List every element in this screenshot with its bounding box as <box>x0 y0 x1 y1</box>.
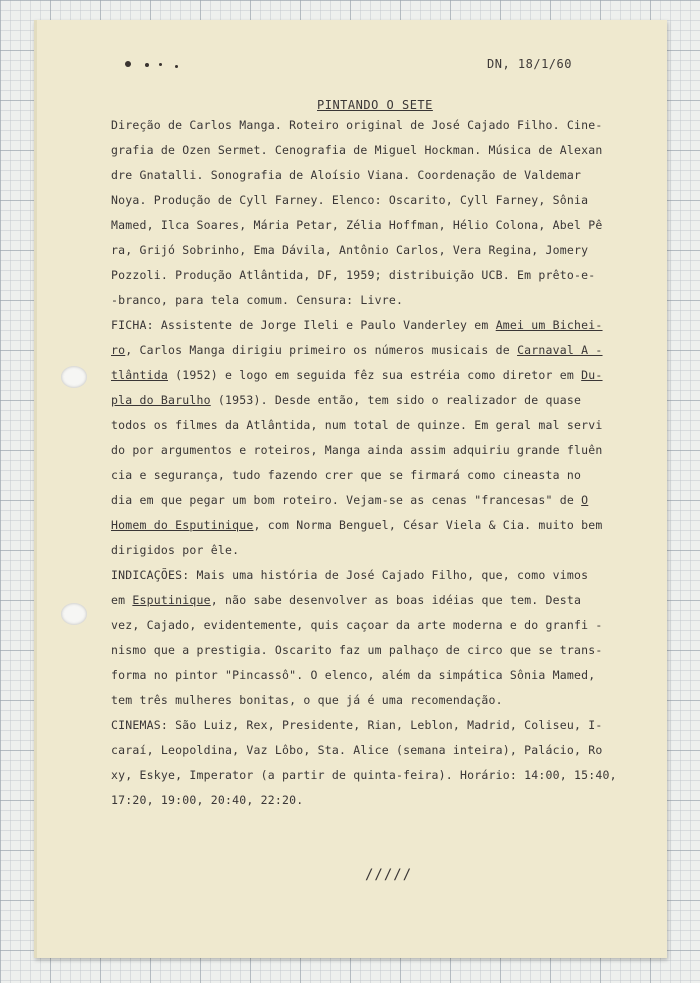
film-title: O <box>581 493 589 507</box>
document-date: DN, 18/1/60 <box>487 57 572 71</box>
text-line <box>111 293 403 307</box>
punch-hole-bottom <box>61 603 87 625</box>
text-segment: dia em que pegar um bom roteiro. Vejam-se as cenas "francesas" de <box>111 493 582 507</box>
text-line <box>111 368 603 382</box>
text-line <box>111 468 581 482</box>
text-line <box>111 768 617 782</box>
text-segment: cia e segurança, tudo fazendo crer que se firmará como cineasta no <box>111 468 582 482</box>
text-line <box>111 218 603 232</box>
text-segment: Mamed, Ilca Soares, Mária Petar, Zélia Hoffman, Hélio Colona, Abel Pê <box>111 218 603 232</box>
text-line <box>111 693 503 707</box>
text-segment: forma no pintor "Pincassô". O elenco, além da simpática Sônia Mamed, <box>111 668 596 682</box>
film-title: pla do Barulho <box>111 393 211 407</box>
film-title: tlântida <box>111 368 168 382</box>
text-line <box>111 418 603 432</box>
text-segment: tem três mulheres bonitas, o que já é uma recomendação. <box>111 693 503 707</box>
text-line <box>111 568 588 582</box>
document-title: PINTANDO O SETE <box>317 98 433 112</box>
text-segment: Direção de Carlos Manga. Roteiro original de José Cajado Filho. Cine- <box>111 118 603 132</box>
text-line <box>111 743 603 757</box>
text-line <box>111 718 603 732</box>
text-line <box>111 668 595 682</box>
text-segment: ra, Grijó Sobrinho, Ema Dávila, Antônio Carlos, Vera Regina, Jomery <box>111 243 589 257</box>
text-segment: (1953). Desde então, tem sido o realizador de quase <box>210 393 582 407</box>
text-line <box>111 318 603 332</box>
film-title: Homem do Esputinique <box>111 518 254 532</box>
end-separator: ///// <box>365 867 413 883</box>
text-segment: , Carlos Manga dirigiu primeiro os números musicais de <box>125 343 518 357</box>
text-line <box>111 193 588 207</box>
film-title: Carnaval A - <box>517 343 603 357</box>
text-segment: dirigidos por êle. <box>111 543 240 557</box>
text-segment: Noya. Produção de Cyll Farney. Elenco: Oscarito, Cyll Farney, Sônia <box>111 193 589 207</box>
text-line <box>111 268 595 282</box>
text-segment: nismo que a prestigia. Oscarito faz um palhaço de circo que se trans- <box>111 643 603 657</box>
text-line <box>111 443 603 457</box>
text-segment: Pozzoli. Produção Atlântida, DF, 1959; distribuição UCB. Em prêto-e- <box>111 268 596 282</box>
text-line <box>111 618 603 632</box>
text-segment: xy, Eskye, Imperator (a partir de quinta-feira). Horário: 14:00, 15:40, <box>111 768 617 782</box>
punch-hole-top <box>61 366 87 388</box>
text-line <box>111 643 603 657</box>
text-segment: 17:20, 19:00, 20:40, 22:20. <box>111 793 304 807</box>
text-segment: , com Norma Benguel, César Viela & Cia. muito bem <box>253 518 603 532</box>
film-title: Amei um Bichei- <box>495 318 603 332</box>
text-segment: todos os filmes da Atlântida, num total de quinze. Em geral mal servi <box>111 418 603 432</box>
text-segment: dre Gnatalli. Sonografia de Aloísio Viana. Coordenação de Valdemar <box>111 168 582 182</box>
typewritten-sheet <box>34 20 667 958</box>
text-segment: do por argumentos e roteiros, Manga ainda assim adquiriu grande fluên <box>111 443 603 457</box>
text-line <box>111 793 303 807</box>
text-segment: , não sabe desenvolver as boas idéias que tem. Desta <box>210 593 582 607</box>
text-line <box>111 243 588 257</box>
text-segment: em <box>111 593 133 607</box>
text-segment: FICHA: Assistente de Jorge Ileli e Paulo Vanderley em <box>111 318 496 332</box>
text-segment: caraí, Leopoldina, Vaz Lôbo, Sta. Alice (semana inteira), Palácio, Ro <box>111 743 603 757</box>
ink-dots <box>125 57 195 71</box>
text-line <box>111 143 603 157</box>
text-line <box>111 543 239 557</box>
text-line <box>111 493 588 507</box>
text-segment: INDICAÇÕES: Mais uma história de José Cajado Filho, que, como vimos <box>111 568 589 582</box>
text-segment: vez, Cajado, evidentemente, quis caçoar da arte moderna e do granfi - <box>111 618 603 632</box>
text-line <box>111 118 603 132</box>
text-line <box>111 168 581 182</box>
text-line <box>111 518 603 532</box>
text-line <box>111 343 603 357</box>
text-segment: -branco, para tela comum. Censura: Livre. <box>111 293 404 307</box>
text-segment: CINEMAS: São Luiz, Rex, Presidente, Rian, Leblon, Madrid, Coliseu, I- <box>111 718 603 732</box>
text-segment: (1952) e logo em seguida fêz sua estréia como diretor em <box>168 368 582 382</box>
film-title: ro <box>111 343 126 357</box>
text-line <box>111 393 581 407</box>
film-title: Esputinique <box>132 593 211 607</box>
text-line <box>111 593 581 607</box>
film-title: Du- <box>581 368 603 382</box>
text-segment: grafia de Ozen Sermet. Cenografia de Miguel Hockman. Música de Alexan <box>111 143 603 157</box>
